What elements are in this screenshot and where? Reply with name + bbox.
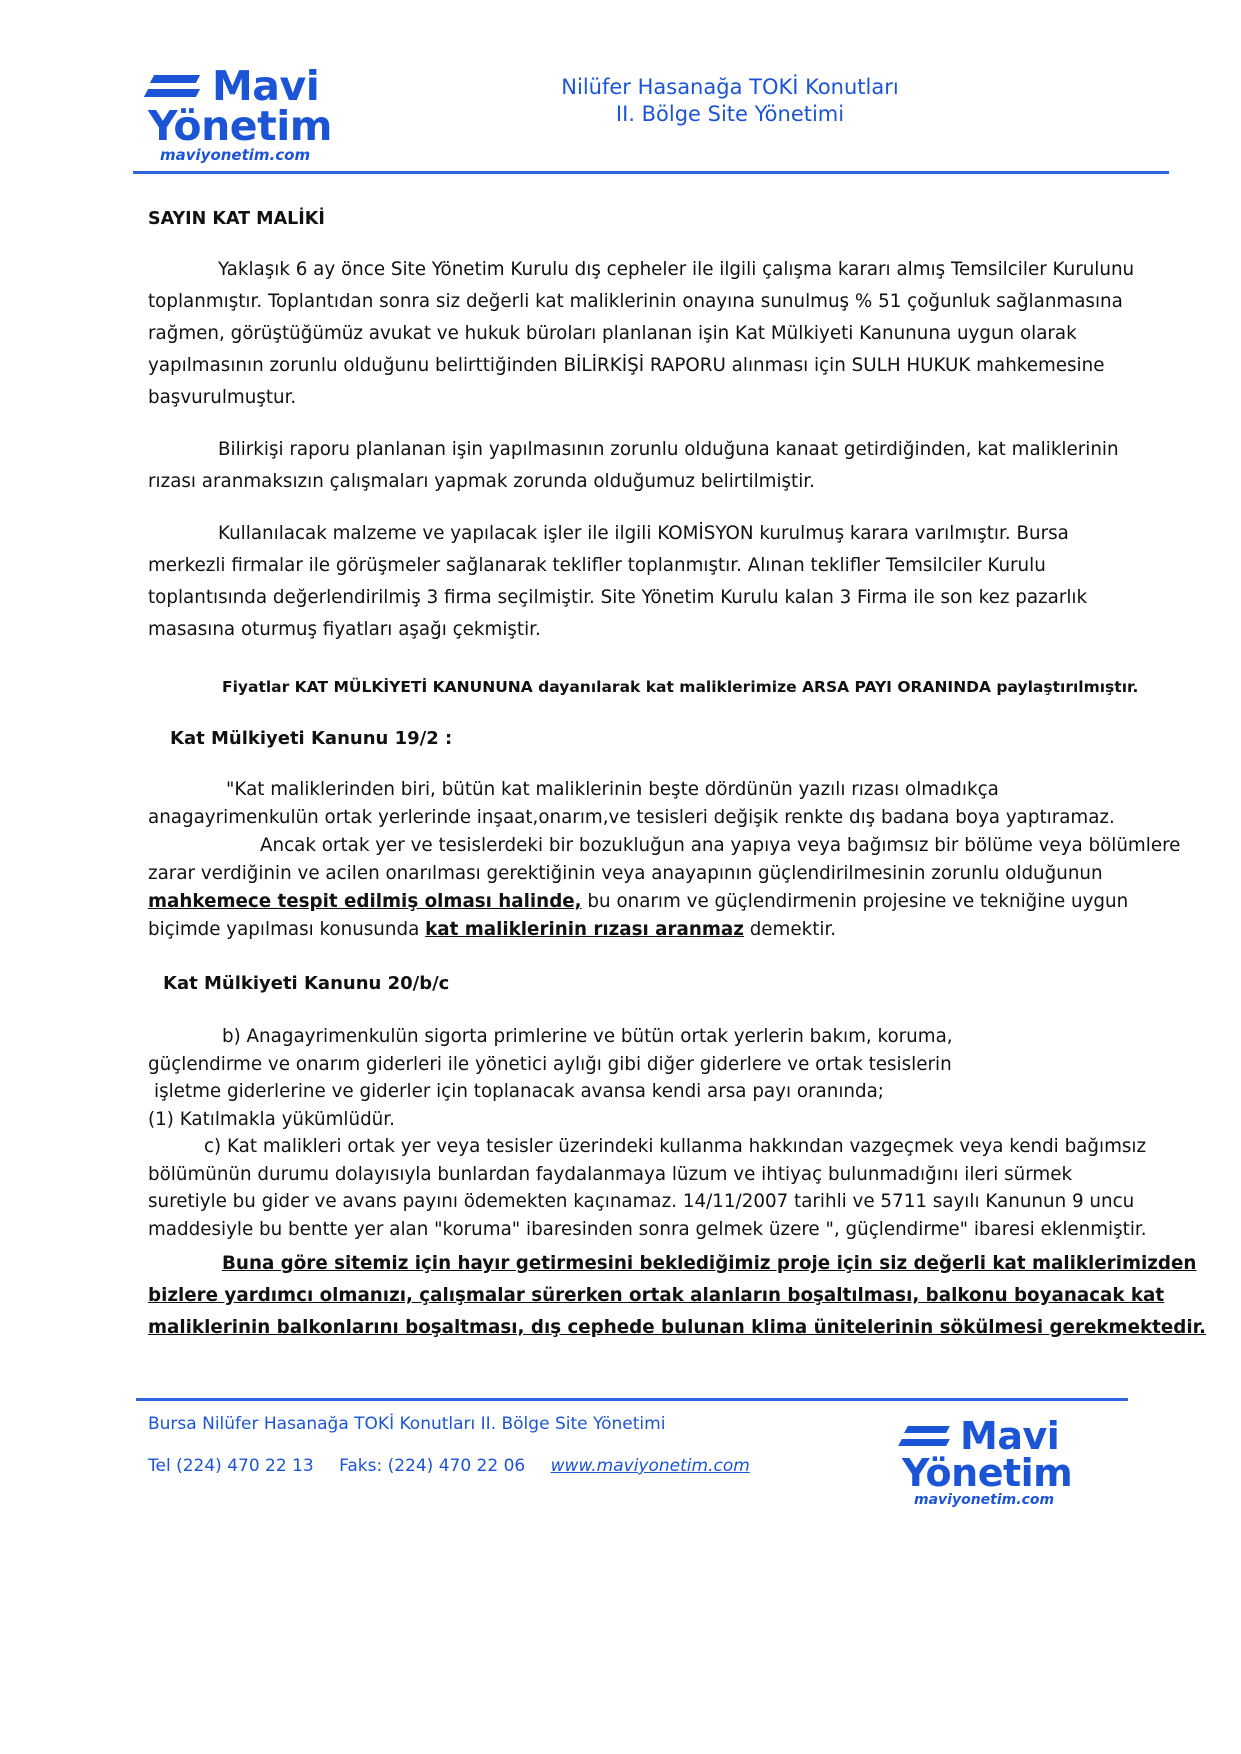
law-1-line: Ancak ortak yer ve tesislerdeki bir bozukluğun ana yapıya veya bağımsız bir bölüme veya bölümlere (260, 835, 1181, 856)
paragraph-1 (148, 254, 1148, 414)
law-2-line: güçlendirme ve onarım giderleri ile yönetici aylığı gibi diğer giderlere ve ortak tesislerin (148, 1053, 952, 1075)
header-title-line1: Nilüfer Hasanağa TOKİ Konutları (561, 75, 899, 99)
law-1-text: bu onarım ve güçlendirmenin projesine ve tekniğine uygun (581, 891, 1129, 912)
paragraph-3-line: masasına oturmuş fiyatları aşağı çekmiştir. (148, 619, 541, 640)
paragraph-1-line: Yaklaşık 6 ay önce Site Yönetim Kurulu dış cepheler ile ilgili çalışma kararı almış Temsilciler Kurulunu (218, 259, 1135, 280)
paragraph-3-line: Kullanılacak malzeme ve yapılacak işler ile ilgili KOMİSYON kurulmuş karara varılmıştır. Bursa (218, 523, 1069, 544)
law-1-line: "Kat maliklerinden biri, bütün kat maliklerinin beşte dördünün yazılı rızası olmadıkça (226, 779, 999, 800)
law-2-heading: Kat Mülkiyeti Kanunu 20/b/c (163, 973, 450, 994)
paragraph-3-line: merkezli firmalar ile görüşmeler sağlanarak teklifler toplanmıştır. Alınan teklifler Temsilciler Kurulu (148, 555, 1046, 576)
law-1-heading: Kat Mülkiyeti Kanunu 19/2 : (170, 728, 453, 749)
footer-fax: Faks: (224) 470 22 06 (339, 1456, 526, 1476)
paragraph-3-line: toplantısında değerlendirilmiş 3 firma seçilmiştir. Site Yönetim Kurulu kalan 3 Firma ile son kez pazarlık (148, 587, 1088, 608)
price-note: Fiyatlar KAT MÜLKİYETİ KANUNUNA dayanılarak kat maliklerimize ARSA PAYI ORANINDA paylaştırılmıştır. (222, 678, 1139, 696)
paragraph-1-line: başvurulmuştur. (148, 387, 297, 408)
paragraph-3 (148, 518, 1148, 646)
paragraph-1-line: rağmen, görüştüğümüz avukat ve hukuk büroları planlanan işin Kat Mülkiyeti Kanununa uygun olarak (148, 323, 1077, 344)
law-2-line: işletme giderlerine ve giderler için toplanacak avansa kendi arsa payı oranında; (154, 1081, 884, 1102)
law-1-line: anagayrimenkulün ortak yerlerinde inşaat,onarım,ve tesisleri değişik renkte dış badana boya yaptıramaz. (148, 807, 1115, 828)
paragraph-1-line: yapılmasının zorunlu olduğunu belirttiğinden BİLİRKİŞİ RAPORU alınması için SULH HUKUK mahkemesine (148, 355, 1105, 376)
footer-organization: Bursa Nilüfer Hasanağa TOKİ Konutları II. Bölge Site Yönetimi (148, 1414, 666, 1434)
footer-website-link[interactable]: www.maviyonetim.com (550, 1456, 750, 1476)
law-2-line: c) Kat malikleri ortak yer veya tesisler üzerindeki kullanma hakkından vazgeçmek veya kendi bağımsız (204, 1136, 1147, 1157)
law-1-emphasis: mahkemece tespit edilmiş olması halinde, (148, 891, 582, 912)
law-1-quote (148, 776, 1181, 944)
paragraph-2-line: rızası aranmaksızın çalışmaları yapmak zorunda olduğumuz belirtilmiştir. (148, 471, 815, 492)
logo-word-yonetim: Yönetim (148, 102, 332, 150)
paragraph-2 (148, 434, 1148, 498)
logo-word-yonetim: Yönetim (902, 1451, 1073, 1495)
salutation: SAYIN KAT MALİKİ (148, 209, 325, 229)
law-2-line: b) Anagayrimenkulün sigorta primlerine ve bütün ortak yerlerin bakım, koruma, (222, 1026, 953, 1047)
logo-word-mavi: Mavi (212, 61, 320, 110)
final-request-line (148, 1248, 1197, 1280)
header-logo (146, 61, 346, 164)
law-1-line (148, 888, 1158, 916)
law-2-line: bölümünün durumu dolayısıyla bunlardan faydalanmaya lüzum ve ihtiyaç bulunmadığını ileri sürmek (148, 1163, 1073, 1185)
final-request-line (148, 1312, 1206, 1344)
law-2-line: suretiyle bu gider ve avans payını ödemekten kaçınamaz. 14/11/2007 tarihli ve 5711 sayılı Kanunun 9 uncu (148, 1191, 1135, 1212)
final-request-text: Buna göre sitemiz için hayır getirmesini beklediğimiz proje için siz değerli kat maliklerimizden (222, 1253, 1197, 1274)
final-request (148, 1248, 1206, 1344)
footer-divider (136, 1398, 1128, 1401)
footer-phone: Tel (224) 470 22 13 (148, 1456, 314, 1476)
law-2-line: maddesiyle bu bentte yer alan "koruma" ibaresinden sonra gelmek üzere ", güçlendirme" ibaresi eklenmiştir. (148, 1218, 1147, 1240)
law-1-emphasis: kat maliklerinin rızası aranmaz (425, 919, 744, 940)
header-title-line2: II. Bölge Site Yönetimi (615, 102, 845, 126)
law-1-text: demektir. (743, 919, 837, 940)
final-request-text: maliklerinin balkonlarını boşaltması, dış cephede bulunan klima ünitelerinin sökülmesi gerekmektedir. (148, 1317, 1206, 1338)
final-request-line (148, 1280, 1165, 1312)
header-title (520, 74, 940, 128)
logo-stripes-icon (900, 1416, 956, 1456)
header-divider (133, 171, 1169, 174)
law-2-quote (148, 1023, 1158, 1243)
law-1-line: zarar verdiğinin ve acilen onarılması gerektiğinin veya anayapının güçlendirilmesinin zorunlu olduğunun (148, 863, 1103, 884)
law-1-line (148, 916, 1158, 944)
footer-logo (900, 1416, 1090, 1507)
logo-site: maviyonetim.com (914, 1492, 1055, 1508)
paragraph-1-line: toplanmıştır. Toplantıdan sonra siz değerli kat maliklerinin onayına sunulmuş % 51 çoğunluk sağlanmasına (148, 291, 1123, 312)
footer-contact (148, 1456, 770, 1476)
logo-word-mavi: Mavi (960, 1414, 1060, 1458)
final-request-text: bizlere yardımcı olmanızı, çalışmalar sürerken ortak alanların boşaltılması, balkonu boyanacak kat (148, 1285, 1165, 1306)
logo-site: maviyonetim.com (160, 146, 311, 164)
paragraph-2-line: Bilirkişi raporu planlanan işin yapılmasının zorunlu olduğuna kanaat getirdiğinden, kat maliklerinin (218, 439, 1119, 460)
law-1-text: biçimde yapılması konusunda (148, 919, 426, 940)
law-2-line: (1) Katılmakla yükümlüdür. (148, 1108, 395, 1130)
